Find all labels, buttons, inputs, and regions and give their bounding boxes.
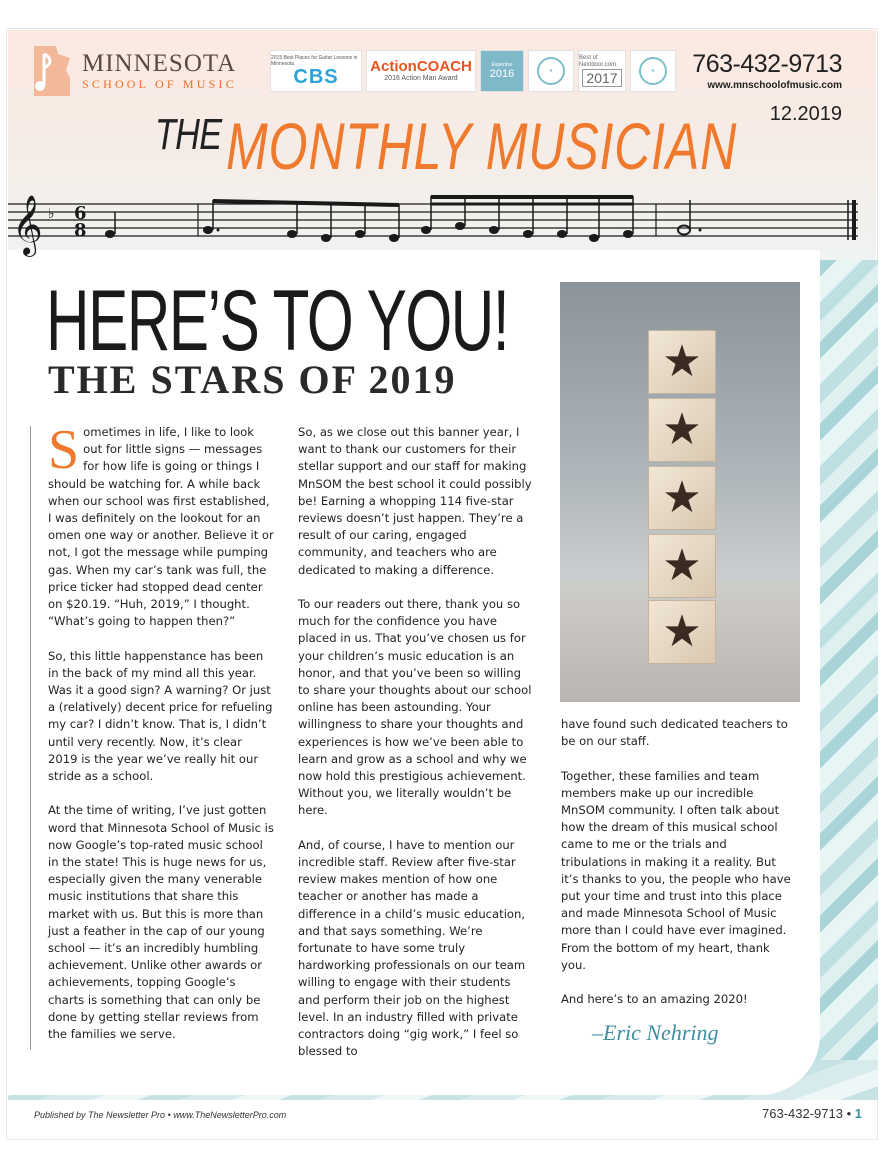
page-number: 1 (854, 1106, 862, 1121)
star-icon: ★ (662, 473, 702, 522)
article-paragraph: So, this little happenstance has been in the back of my mind all this year. Was it a good sign? A warning? Or just a (relatively) decent price for refueling my car? I didn’t know. That is, I didn’t until very recently. Now, it’s clear 2019 is the year we’ve really hit our stride as a school. (48, 648, 273, 784)
award-actioncoach-title: ActionCOACH (370, 58, 472, 75)
article-column-2 (298, 424, 536, 1078)
award-expertise-caption: Expertise (491, 62, 513, 68)
article-paragraph: At the time of writing, I’ve just gotten word that Minnesota School of Music is now Google’s top-rated music school in the state! This is huge news for us, especially given the many venerable music institutions that share this market with us. But this is more than just a feather in the cap of our young school — it’s an incredibly humbling achievement. Unlike other awards or achievements, topping Google’s charts is something that can only be done by getting stellar reviews from the families we serve. (48, 803, 274, 1042)
article-paragraph: So, as we close out this banner year, I want to thank our customers for their stellar support and our staff for making MnSOM the best school it could possibly be! Earning a whopping 114 five-star reviews doesn’t just happen. They’re a result of our caring, engaged community, and teachers who are dedicated to making a difference. (298, 425, 532, 577)
laurel-icon: ★ (537, 57, 565, 85)
footer-contact (762, 1106, 862, 1121)
school-logo[interactable] (30, 44, 237, 98)
article-headline: HERE’S TO YOU! (46, 273, 509, 369)
svg-text:6: 6 (74, 203, 87, 224)
star-icon: ★ (662, 541, 702, 590)
header-website[interactable]: www.mnschoolofmusic.com (707, 80, 842, 91)
article-paragraph: And, of course, I have to mention our incredible staff. Review after five-star review makes mention of how one teacher or another has made a difference in a child’s music education, and that says something. We’re fortunate to have some truly hardworking professionals on our team willing to engage with their students and perform their job on the highest level. In an industry filled with private contractors doing “gig work,” I feel so blessed to (298, 837, 526, 1059)
article-paragraph: And here’s to an amazing 2020! (561, 992, 748, 1007)
star-icon: ★ (662, 607, 702, 656)
award-laurel-badge-2 (630, 50, 676, 92)
award-actioncoach-caption: 2016 Action Man Award (384, 75, 458, 82)
award-expertise-year: 2016 (489, 68, 515, 80)
author-signature: –Eric Nehring (592, 1020, 719, 1045)
star-block (648, 600, 716, 664)
minnesota-state-icon (30, 44, 74, 98)
star-block (648, 534, 716, 598)
logo-subtitle: SCHOOL OF MUSIC (82, 77, 237, 91)
masthead-the: THE (155, 110, 222, 159)
award-cbs-title: CBS (293, 66, 339, 88)
star-block (648, 398, 716, 462)
header-phone[interactable]: 763-432-9713 (692, 50, 842, 78)
star-icon: ★ (662, 337, 702, 386)
laurel-icon: ★ (639, 57, 667, 85)
award-best-of-year: 2017 (582, 69, 621, 87)
award-best-of-badge (578, 50, 626, 92)
footer-phone: 763-432-9713 • (762, 1106, 852, 1121)
footer-publisher[interactable]: Published by The Newsletter Pro • www.TheNewsletterPro.com (34, 1110, 287, 1120)
svg-text:𝄞: 𝄞 (12, 195, 43, 255)
article-paragraph (48, 419, 274, 630)
issue-date: 12.2019 (769, 103, 842, 125)
stacked-star-blocks-photo (560, 282, 800, 702)
drop-cap: S (48, 419, 80, 481)
masthead-title: MONTHLY MUSICIAN (226, 109, 738, 183)
star-block (648, 330, 716, 394)
column-rule (30, 426, 31, 1050)
award-cbs-badge (270, 50, 362, 92)
article-paragraph-text: ometimes in life, I like to look out for little signs — messages for how life is going or things I should be watching for. A while back when our school was first established, I was definitely on the lookout for an omen one way or another. Believe it or not, I got the message while pumping gas. When my car’s tank was full, the price ticker had stopped dead center on $20.19. “Huh, 2019,” I thought. “What’s going to happen then?” (48, 425, 274, 629)
award-best-of-caption: Best of Nextdoor.com (579, 55, 617, 68)
award-laurel-badge (528, 50, 574, 92)
article-paragraph: To our readers out there, thank you so much for the confidence you have placed in us. That you’ve chosen us for your children’s music education is an honor, and that you’ve been so willing to share your thoughts about our school online has been astounding. Your willingness to share your thoughts and experiences is how we’ve been able to learn and grow as a school and why we now hold this prestigious achievement. Without you, we literally wouldn’t be here. (298, 597, 532, 818)
award-cbs-caption: 2015 Best Places for Guitar Lessons in Minnesota (271, 55, 358, 67)
award-expertise-badge (480, 50, 524, 92)
article-column-1 (48, 419, 274, 1060)
article-paragraph: Together, these families and team members make up our incredible MnSOM community. I often talk about how the dream of this musical school came to me or the trials and tribulations in making it a reality. But it’s thanks to you, the people who have put your time and trust into this place and made Minnesota School of Music more than I could have ever imagined. From the bottom of my heart, thank you. (561, 768, 791, 972)
svg-text:♭: ♭ (48, 206, 55, 222)
article-column-3 (561, 716, 793, 1026)
star-icon: ★ (662, 405, 702, 454)
star-block (648, 466, 716, 530)
awards-strip (270, 50, 676, 92)
music-staff-icon (8, 190, 868, 260)
svg-text:8: 8 (74, 220, 87, 241)
article-paragraph: have found such dedicated teachers to be on our staff. (561, 717, 788, 749)
award-actioncoach-badge (366, 50, 476, 92)
article-subheadline: THE STARS OF 2019 (48, 357, 457, 402)
logo-name: MINNESOTA (82, 50, 237, 77)
